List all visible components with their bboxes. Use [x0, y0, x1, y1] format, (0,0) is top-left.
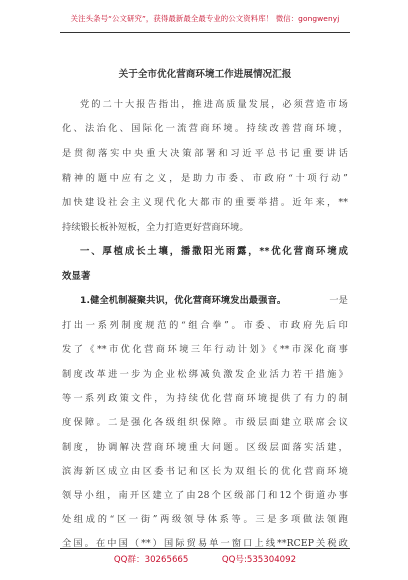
body-line: 领导小组，南开区建立了由28个区级部门和12个街道办事 — [62, 490, 348, 501]
body-line: 全国。在中国（**）国际贸易单一窗口上线**RCEP关税政 — [62, 538, 348, 549]
body-text: 一是 — [329, 295, 348, 306]
body-line: 打出一系列制度规范的“组合拳”。市委、市政府先后印 — [62, 320, 348, 331]
footer-contact — [60, 553, 350, 565]
document-title: 关于全市优化营商环境工作进展情况汇报 — [118, 69, 292, 80]
body-line: 处组成的“区一街”两级领导体系等。三是多项做法领跑 — [62, 514, 348, 525]
body-line: 党的二十大报告指出，推进高质量发展，必须营造市场 — [80, 99, 348, 110]
page-header — [60, 8, 350, 33]
body-line: 滨海新区成立由区委书记和区长为双组长的优化营商环境 — [62, 466, 348, 477]
body-line: 精神的题中应有之义，是助力市委、市政府“十项行动” — [62, 173, 348, 184]
section-heading: 效显著 — [62, 271, 91, 282]
subsection-line — [80, 292, 348, 306]
body-line: 是贯彻落实中央重大决策部署和习近平总书记重要讲话 — [62, 148, 348, 159]
section-heading: 一、厚植成长土壤，播撒阳光雨露，**优化营商环境成 — [80, 246, 348, 257]
subsection-heading: 1.健全机制凝聚共识，优化营商环境发出最强音。 — [80, 295, 287, 306]
body-line: 加快建设社会主义现代化大都市的重要举措。近年来，** — [62, 197, 348, 208]
body-line: 等一系列政策文件，为持续优化营商环境提供了有力的制 — [62, 393, 348, 404]
body-line: 化、法治化、国际化一流营商环境。持续改善营商环境， — [62, 123, 348, 134]
page-footer — [60, 548, 350, 569]
qq-number-label: QQ号:535304092 — [221, 555, 297, 565]
qq-group-label: QQ群：30265665 — [113, 555, 189, 565]
body-line: 持续锻长板补短板，全力打造更好营商环境。 — [62, 222, 249, 233]
body-line: 度保障。二是强化各级组织保障。市级层面建立联席会议 — [62, 417, 348, 428]
body-line: 发了《**市优化营商环境三年行动计划》《**市深化商事 — [62, 344, 348, 355]
body-line: 制度改革进一步为企业松绑减负激发企业活力若干措施》 — [62, 369, 348, 380]
body-line: 制度，协调解决营商环境重大问题。区级层面落实活建， — [62, 442, 348, 453]
header-promo-text: 关注头条号“公文研究”，获得最新最全最专业的公文资料库！ 微信：gongwenyj — [70, 14, 340, 23]
